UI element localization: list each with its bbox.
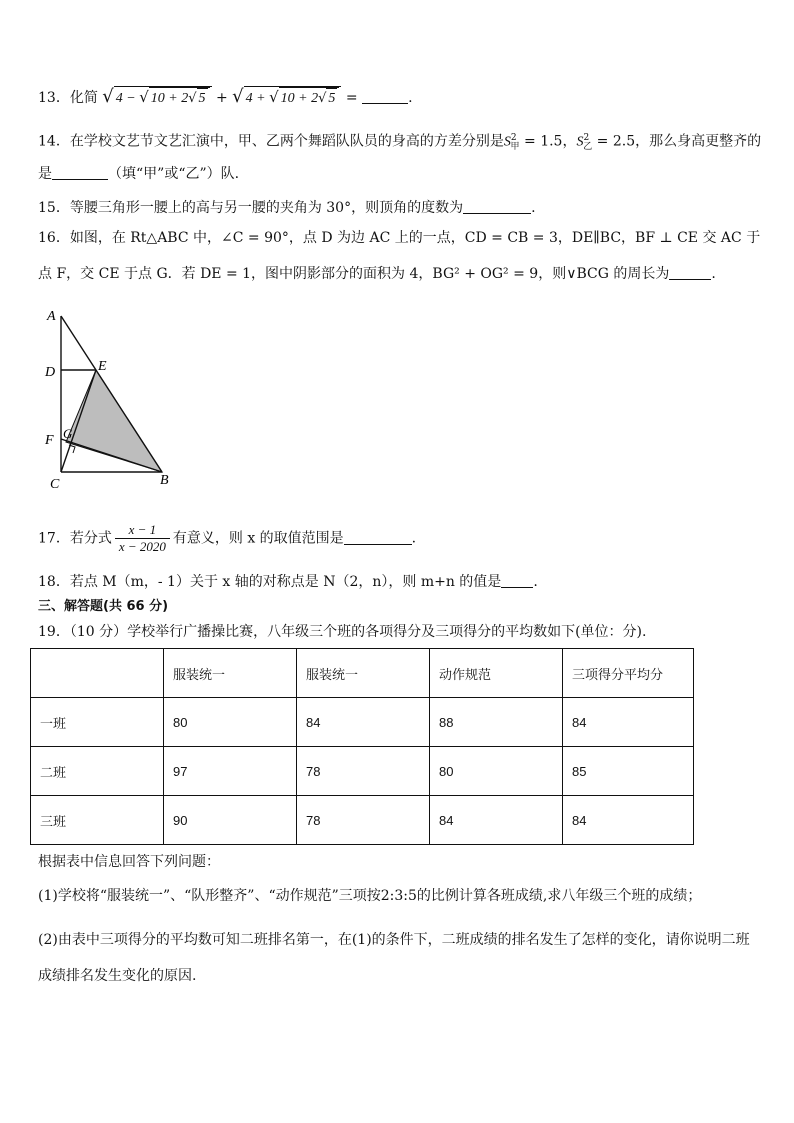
question-19: 19．（10 分）学校举行广播操比赛，八年级三个班的各项得分及三项得分的平均数如下(单位：分). <box>38 624 647 640</box>
label-g: G <box>63 426 73 441</box>
q13-text: 化简 <box>69 90 98 106</box>
table-row <box>31 796 694 845</box>
label-b: B <box>160 473 169 488</box>
label-d: D <box>45 365 56 380</box>
q17-fraction: $\frac{x - 1}{x - 2020}$ <box>115 522 170 555</box>
header-cell <box>31 649 164 698</box>
table-cell: 二班 <box>31 747 164 796</box>
q16-answer-blank[interactable] <box>669 265 711 280</box>
question-17: 17．若分式 $\frac{x - 1}{x - 2020}$ 有意义，则 x 的取值范围是 . <box>38 522 417 554</box>
table-cell: 84 <box>430 796 563 845</box>
table-header-row <box>31 649 694 698</box>
header-cell: 动作规范 <box>430 649 563 698</box>
question-13: 13．化简 √ 4 − √ 10 + 2√ 5 + √ 4 + √ 10 + 2√ 5 = . <box>38 86 413 107</box>
label-e: E <box>98 359 107 374</box>
table-cell: 97 <box>164 747 297 796</box>
sub-question-2-line-2: 成绩排名发生变化的原因. <box>38 968 197 984</box>
table-cell: 一班 <box>31 698 164 747</box>
question-16-line-2: 点 F，交 CE 于点 G．若 DE = 1，图中阴影部分的面积为 4，BG² + OG² = 9，则∨BCG 的周长为 . <box>38 266 716 282</box>
table-cell: 84 <box>563 698 694 747</box>
table-cell: 84 <box>563 796 694 845</box>
header-cell: 三项得分平均分 <box>563 649 694 698</box>
q18-answer-blank[interactable] <box>501 573 533 588</box>
q15-answer-blank[interactable] <box>463 199 531 214</box>
label-c: C <box>50 477 60 492</box>
table-cell: 90 <box>164 796 297 845</box>
q14-answer-blank[interactable] <box>52 165 108 180</box>
sub-question-2-line-1: (2)由表中三项得分的平均数可知二班排名第一，在(1)的条件下，二班成绩的排名发生了怎样的变化，请你说明二班 <box>38 932 750 948</box>
sub-question-1: (1)学校将“服装统一”、“队形整齐”、“动作规范”三项按2:3:5的比例计算各班成绩,求八年级三个班的成绩； <box>38 888 702 904</box>
header-cell: 服装统一 <box>164 649 297 698</box>
q13-number: 13． <box>38 90 70 106</box>
table-cell: 78 <box>297 796 430 845</box>
scores-table <box>30 648 694 845</box>
table-cell: 88 <box>430 698 563 747</box>
q13-radical-2: √ 4 + √ 10 + 2√ 5 <box>232 90 341 106</box>
table-row <box>31 747 694 796</box>
question-14-line-2: 是 （填“甲”或“乙”）队. <box>38 166 240 182</box>
question-16-line-1: 16．如图，在 Rt△ABC 中，∠C = 90°，点 D 为边 AC 上的一点，CD = CB = 3，DE∥BC，BF ⊥ CE 交 AC 于 <box>38 230 761 246</box>
q17-answer-blank[interactable] <box>344 530 412 545</box>
section-title: 三、解答题(共 66 分) <box>38 599 169 614</box>
table-cell: 80 <box>164 698 297 747</box>
q13-answer-blank[interactable] <box>362 89 408 104</box>
geometry-figure <box>40 300 190 500</box>
header-cell: 服装统一 <box>297 649 430 698</box>
table-row <box>31 698 694 747</box>
q13-radical-1: √ 4 − √ 10 + 2√ 5 <box>102 90 211 106</box>
table-cell: 三班 <box>31 796 164 845</box>
label-a: A <box>47 309 56 324</box>
question-18: 18．若点 M（m，- 1）关于 x 轴的对称点是 N（2，n），则 m+n 的值是 . <box>38 574 538 590</box>
table-cell: 80 <box>430 747 563 796</box>
answer-intro: 根据表中信息回答下列问题： <box>38 854 220 870</box>
table-cell: 85 <box>563 747 694 796</box>
table-cell: 78 <box>297 747 430 796</box>
table-cell: 84 <box>297 698 430 747</box>
question-14-line-1: 14．在学校文艺节文艺汇演中，甲、乙两个舞蹈队队员的身高的方差分别是$S^2_甲 = 1.5$，$S^2_乙 = 2.5$，那么身高更整齐的 <box>38 133 762 153</box>
question-15: 15．等腰三角形一腰上的高与另一腰的夹角为 30°，则顶角的度数为 . <box>38 200 536 216</box>
label-f: F <box>45 433 54 448</box>
